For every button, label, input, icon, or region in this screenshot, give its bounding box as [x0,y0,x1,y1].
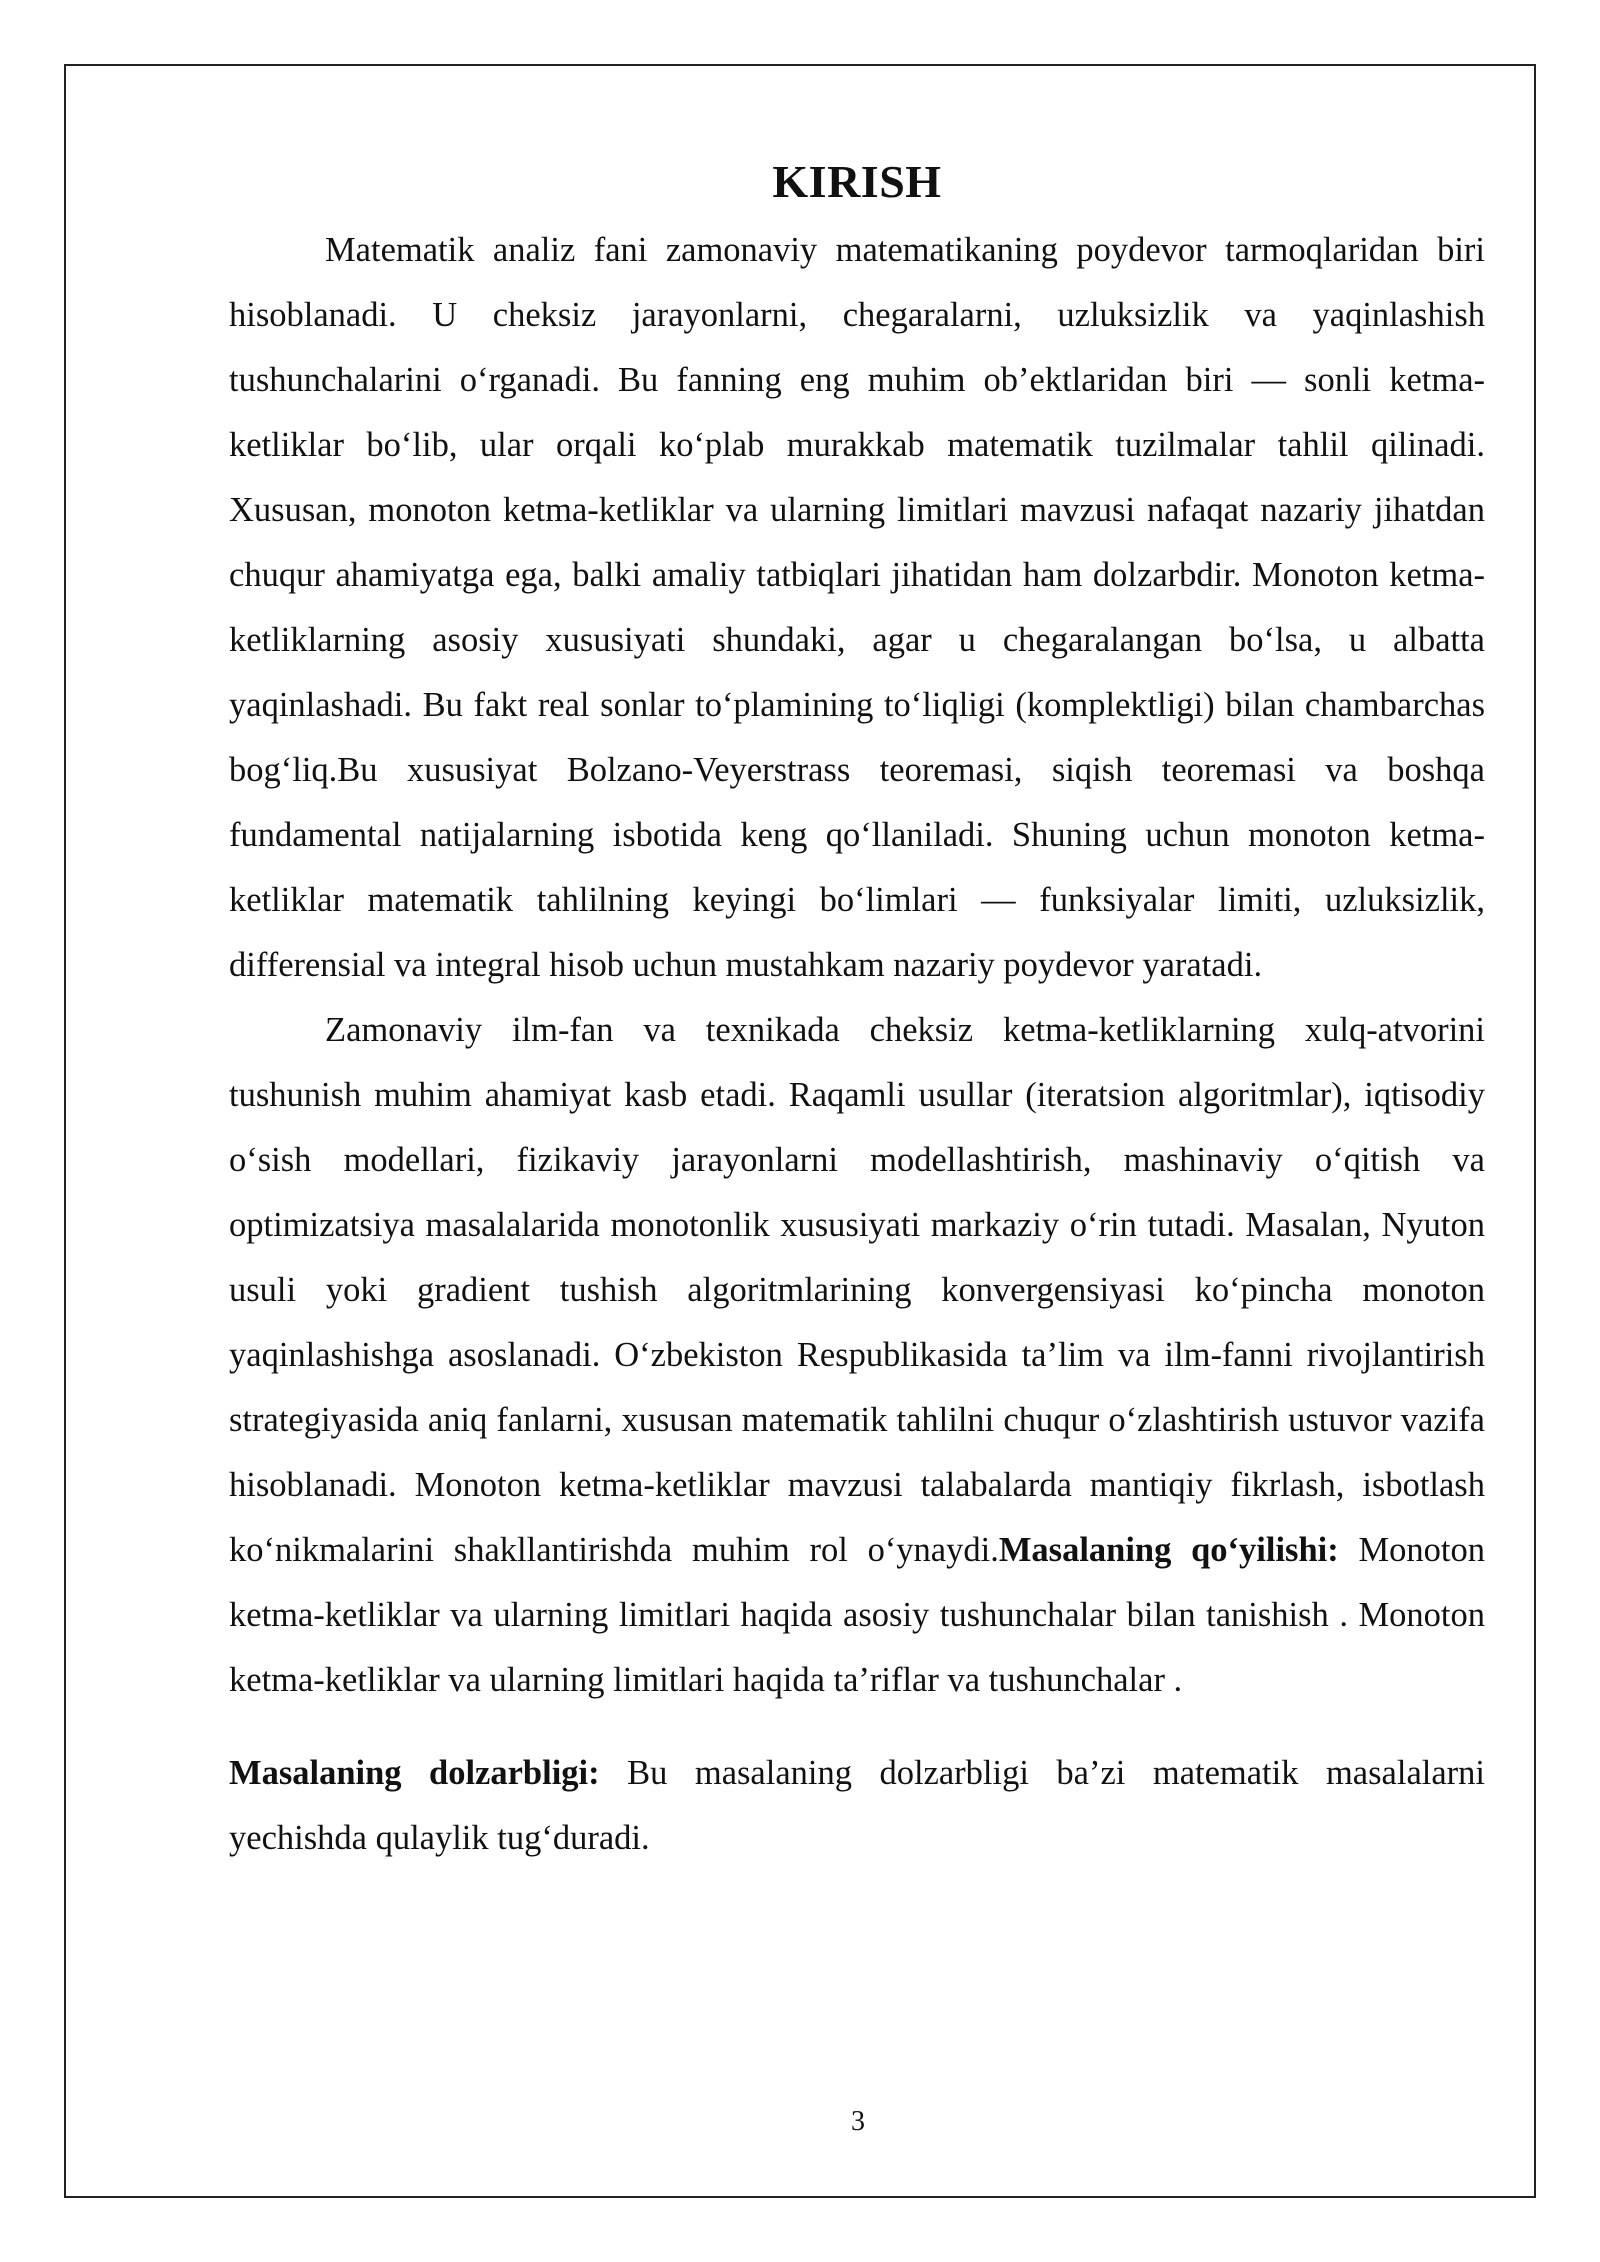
page-title: KIRISH [772,156,942,207]
paragraph-modern-science-text: Zamonaviy ilm-fan va texnikada cheksiz ketma-ketliklarning xulq-atvorini tushunish muhim ahamiyat kasb etadi. Raqamli usullar (iteratsion algoritmlar), iqtisodiy o‘sish modellari, fizikaviy jarayonlarni modellashtirish, mashinaviy o‘qitish va optimizatsiya masalalarida monotonlik xususiyati markaziy o‘rin tutadi. Masalan, Nyuton usuli yoki gradient tushish algoritmlarining konvergensiyasi ko‘pincha monoton yaqinlashishga asoslanadi. O‘zbekiston Respublikasida ta’lim va ilm-fanni rivojlantirish strategiyasida aniq fanlarni, xususan matematik tahlilni chuqur o‘zlashtirish ustuvor vazifa hisoblanadi. Monoton ketma-ketliklar mavzusi talabalarda mantiqiy fikrlash, isbotlash ko‘nikmalarini shakllantirishda muhim rol o‘ynaydi. [229,1011,1485,1569]
paragraph-modern-science [229,998,1485,1713]
page-number: 3 [851,2106,865,2137]
relevance-text: Bu masalaning dolzarbligi ba’zi matematik masalalarni yechishda qulaylik tug‘duradi. [229,1754,1485,1857]
relevance-label: Masalaning dolzarbligi: [229,1754,600,1792]
problem-statement-label: Masalaning qo‘yilishi: [998,1531,1339,1569]
problem-statement-text: Monoton ketma-ketliklar va ularning limitlari haqida asosiy tushunchalar bilan tanishish . Monoton ketma-ketliklar va ularning limitlari haqida ta’riflar va tushunchalar . [229,1531,1485,1699]
paragraph-introduction: Matematik analiz fani zamonaviy matematikaning poydevor tarmoqlaridan biri hisoblanadi. U cheksiz jarayonlarni, chegaralarni, uzluksizlik va yaqinlashish tushunchalarini o‘rganadi. Bu fanning eng muhim ob’ektlaridan biri — sonli ketma-ketliklar bo‘lib, ular orqali ko‘plab murakkab matematik tuzilmalar tahlil qilinadi. Xususan, monoton ketma-ketliklar va ularning limitlari mavzusi nafaqat nazariy jihatdan chuqur ahamiyatga ega, balki amaliy tatbiqlari jihatidan ham dolzarbdir. Monoton ketma-ketliklarning asosiy xususiyati shundaki, agar u chegaralangan bo‘lsa, u albatta yaqinlashadi. Bu fakt real sonlar to‘plamining to‘liqligi (komplektligi) bilan chambarchas bog‘liq.Bu xususiyat Bolzano-Veyerstrass teoremasi, siqish teoremasi va boshqa fundamental natijalarning isbotida keng qo‘llaniladi. Shuning uchun monoton ketma-ketliklar matematik tahlilning keyingi bo‘limlari — funksiyalar limiti, uzluksizlik, differensial va integral hisob uchun mustahkam nazariy poydevor yaratadi. [229,231,1485,984]
document-body [229,148,1485,1871]
paragraph-relevance [229,1741,1485,1871]
